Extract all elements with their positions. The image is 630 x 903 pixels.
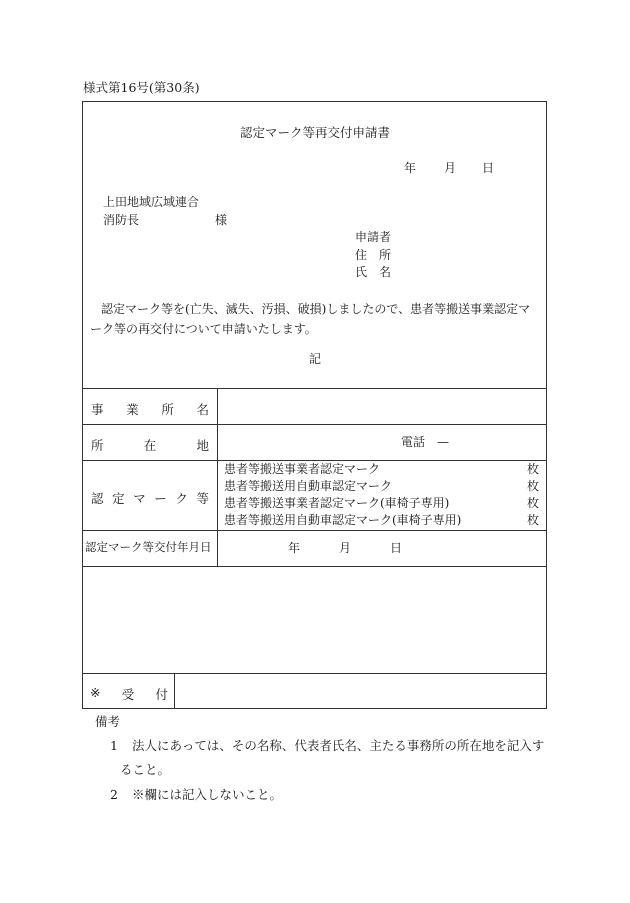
ki-mark: 記 xyxy=(309,352,322,366)
issue-date-day: 日 xyxy=(390,541,403,555)
column-divider xyxy=(174,673,175,709)
date-month: 月 xyxy=(444,161,457,175)
mark-item: 患者等搬送用自動車認定マーク xyxy=(224,479,393,493)
recipient-honorific: 様 xyxy=(215,213,228,227)
note-text: 法人にあっては、その名称、代表者氏名、主たる事務所の所在地を記入す xyxy=(132,738,545,753)
form-number-label: 様式第16号(第30条) xyxy=(83,80,200,95)
divider xyxy=(82,424,547,425)
recipient-org: 上田地域広域連合 xyxy=(103,195,200,209)
mark-unit: 枚 xyxy=(527,513,540,527)
issue-date-month: 月 xyxy=(339,541,352,555)
mark-unit: 枚 xyxy=(527,462,540,476)
location-label: 所 在 地 xyxy=(91,438,209,453)
phone-label: 電話 — xyxy=(401,435,450,449)
notes-heading: 備考 xyxy=(95,714,121,729)
note-text-continued: ること。 xyxy=(120,762,171,777)
column-divider xyxy=(217,388,218,566)
divider xyxy=(82,530,547,531)
divider xyxy=(82,566,547,567)
mark-unit: 枚 xyxy=(527,479,540,493)
divider xyxy=(82,673,547,674)
office-name-label: 事 業 所 名 xyxy=(91,402,209,417)
recipient-chief: 消防長 xyxy=(103,213,140,227)
note-text: ※欄には記入しないこと。 xyxy=(132,787,283,802)
date-year: 年 xyxy=(404,161,417,175)
applicant-heading: 申請者 xyxy=(355,230,392,244)
mark-item: 患者等搬送事業者認定マーク xyxy=(224,462,381,476)
note-number: 1 xyxy=(110,738,118,753)
applicant-address-label: 住 所 xyxy=(355,248,392,262)
mark-item: 患者等搬送事業者認定マーク(車椅子専用) xyxy=(224,496,450,510)
application-statement: 認定マーク等を(亡失、滅失、汚損、破損)しましたので、患者等搬送事業認定マーク等の再交付について申請いたします。 xyxy=(90,302,531,336)
applicant-name-label: 氏 名 xyxy=(355,265,392,279)
marks-label: 認 定 マ ー ク 等 xyxy=(91,491,209,506)
divider xyxy=(82,460,547,461)
mark-item: 患者等搬送用自動車認定マーク(車椅子専用) xyxy=(224,513,462,527)
reception-label: ※ 受 付 xyxy=(90,685,168,702)
issue-date-label: 認定マーク等交付年月日 xyxy=(85,540,212,554)
issue-date-year: 年 xyxy=(288,541,301,555)
note-number: 2 xyxy=(110,787,118,802)
document-title: 認定マーク等再交付申請書 xyxy=(239,125,390,140)
date-day: 日 xyxy=(482,161,495,175)
mark-unit: 枚 xyxy=(527,496,540,510)
divider xyxy=(82,388,547,389)
